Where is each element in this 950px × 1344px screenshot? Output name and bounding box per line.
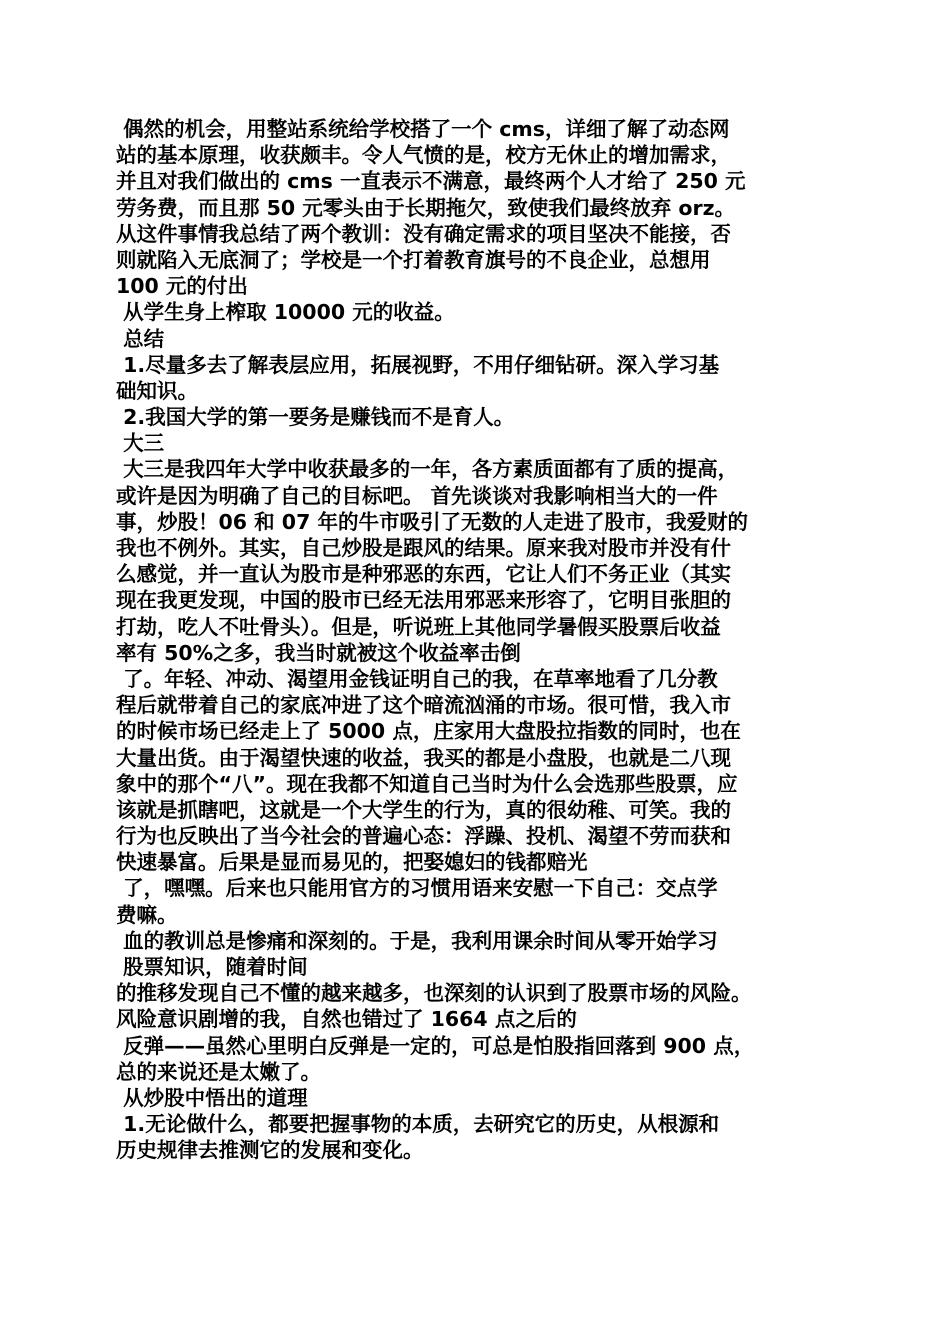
text-line: 该就是抓瞎吧，这就是一个大学生的行为，真的很幼稚、可笑。我的 bbox=[116, 797, 731, 822]
text-line: 历史规律去推测它的发展和变化。 bbox=[116, 1138, 424, 1163]
text-line: 现在我更发现，中国的股市已经无法用邪恶来形容了，它明目张胆的 bbox=[116, 588, 731, 613]
text-line: 大三是我四年大学中收获最多的一年，各方素质面都有了质的提高， bbox=[116, 457, 739, 482]
text-line: 行为也反映出了当今社会的普遍心态：浮躁、投机、渴望不劳而获和 bbox=[116, 824, 731, 849]
text-line: 1.无论做什么，都要把握事物的本质，去研究它的历史，从根源和 bbox=[116, 1112, 720, 1137]
text-line: 象中的那个“八”。现在我都不知道自己当时为什么会选那些股票，应 bbox=[116, 771, 738, 796]
text-line: 从这件事情我总结了两个教训：没有确定需求的项目坚决不能接，否 bbox=[116, 221, 731, 246]
text-line: 或许是因为明确了自己的目标吧。 首先谈谈对我影响相当大的一件 bbox=[116, 483, 718, 508]
text-line: 则就陷入无底洞了；学校是一个打着教育旗号的不良企业，总想用 bbox=[116, 247, 711, 272]
text-line: 从学生身上榨取 10000 元的收益。 bbox=[116, 300, 455, 325]
text-line: 1.尽量多去了解表层应用，拓展视野，不用仔细钻研。深入学习基 bbox=[116, 352, 720, 377]
text-line: 风险意识剧增的我，自然也错过了 1664 点之后的 bbox=[116, 1007, 577, 1032]
text-line: 反弹——虽然心里明白反弹是一定的，可总是怕股指回落到 900 点， bbox=[116, 1033, 755, 1058]
text-line: 我也不例外。其实，自己炒股是跟风的结果。原来我对股市并没有什 bbox=[116, 536, 731, 560]
text-line: 总的来说还是太嫩了。 bbox=[116, 1059, 321, 1084]
text-line: 大量出货。由于渴望快速的收益，我买的都是小盘股，也就是二八现 bbox=[116, 745, 731, 770]
text-line: 的推移发现自己不懂的越来越多，也深刻的认识到了股票市场的风险。 bbox=[116, 981, 752, 1006]
text-line: 并且对我们做出的 cms 一直表示不满意，最终两个人才给了 250 元 bbox=[116, 169, 746, 194]
text-line: 总结 bbox=[116, 326, 165, 351]
text-line: 事，炒股！06 和 07 年的牛市吸引了无数的人走进了股市，我爱财的 bbox=[116, 509, 748, 534]
text-line: 股票知识，随着时间 bbox=[116, 955, 308, 979]
text-line: 的时候市场已经走上了 5000 点，庄家用大盘股拉指数的同时，也在 bbox=[116, 719, 741, 744]
text-line: 础知识。 bbox=[116, 378, 198, 403]
text-line: 了。年轻、冲动、渴望用金钱证明自己的我，在草率地看了几分教 bbox=[116, 666, 718, 691]
text-line: 了，嘿嘿。后来也只能用官方的习惯用语来安慰一下自己：交点学 bbox=[116, 876, 718, 901]
text-line: 打劫，吃人不吐骨头）。但是，听说班上其他同学暑假买股票后收益 bbox=[116, 614, 721, 639]
text-line: 程后就带着自己的家底冲进了这个暗流汹涌的市场。很可惜，我入市 bbox=[116, 693, 731, 718]
text-line: 么感觉，并一直认为股市是种邪恶的东西，它让人们不务正业（其实 bbox=[116, 562, 731, 587]
text-line: 率有 50%之多，我当时就被这个收益率击倒 bbox=[116, 640, 521, 665]
text-line: 100 元的付出 bbox=[116, 274, 248, 299]
text-line: 血的教训总是惨痛和深刻的。于是，我利用课余时间从零开始学习 bbox=[116, 928, 718, 953]
text-line: 劳务费，而且那 50 元零头由于长期拖欠，致使我们最终放弃 orz。 bbox=[116, 195, 736, 220]
text-line: 从炒股中悟出的道理 bbox=[116, 1085, 308, 1110]
text-line: 站的基本原理，收获颇丰。令人气愤的是，校方无休止的增加需求， bbox=[116, 143, 731, 168]
text-line: 大三 bbox=[116, 431, 165, 456]
document-body bbox=[116, 116, 876, 1164]
text-line: 偶然的机会，用整站系统给学校搭了一个 cms，详细了解了动态网 bbox=[116, 117, 730, 141]
text-line: 费嘛。 bbox=[116, 902, 178, 927]
text-line: 2.我国大学的第一要务是赚钱而不是育人。 bbox=[116, 405, 515, 430]
text-line: 快速暴富。后果是显而易见的，把娶媳妇的钱都赔光 bbox=[116, 850, 588, 875]
